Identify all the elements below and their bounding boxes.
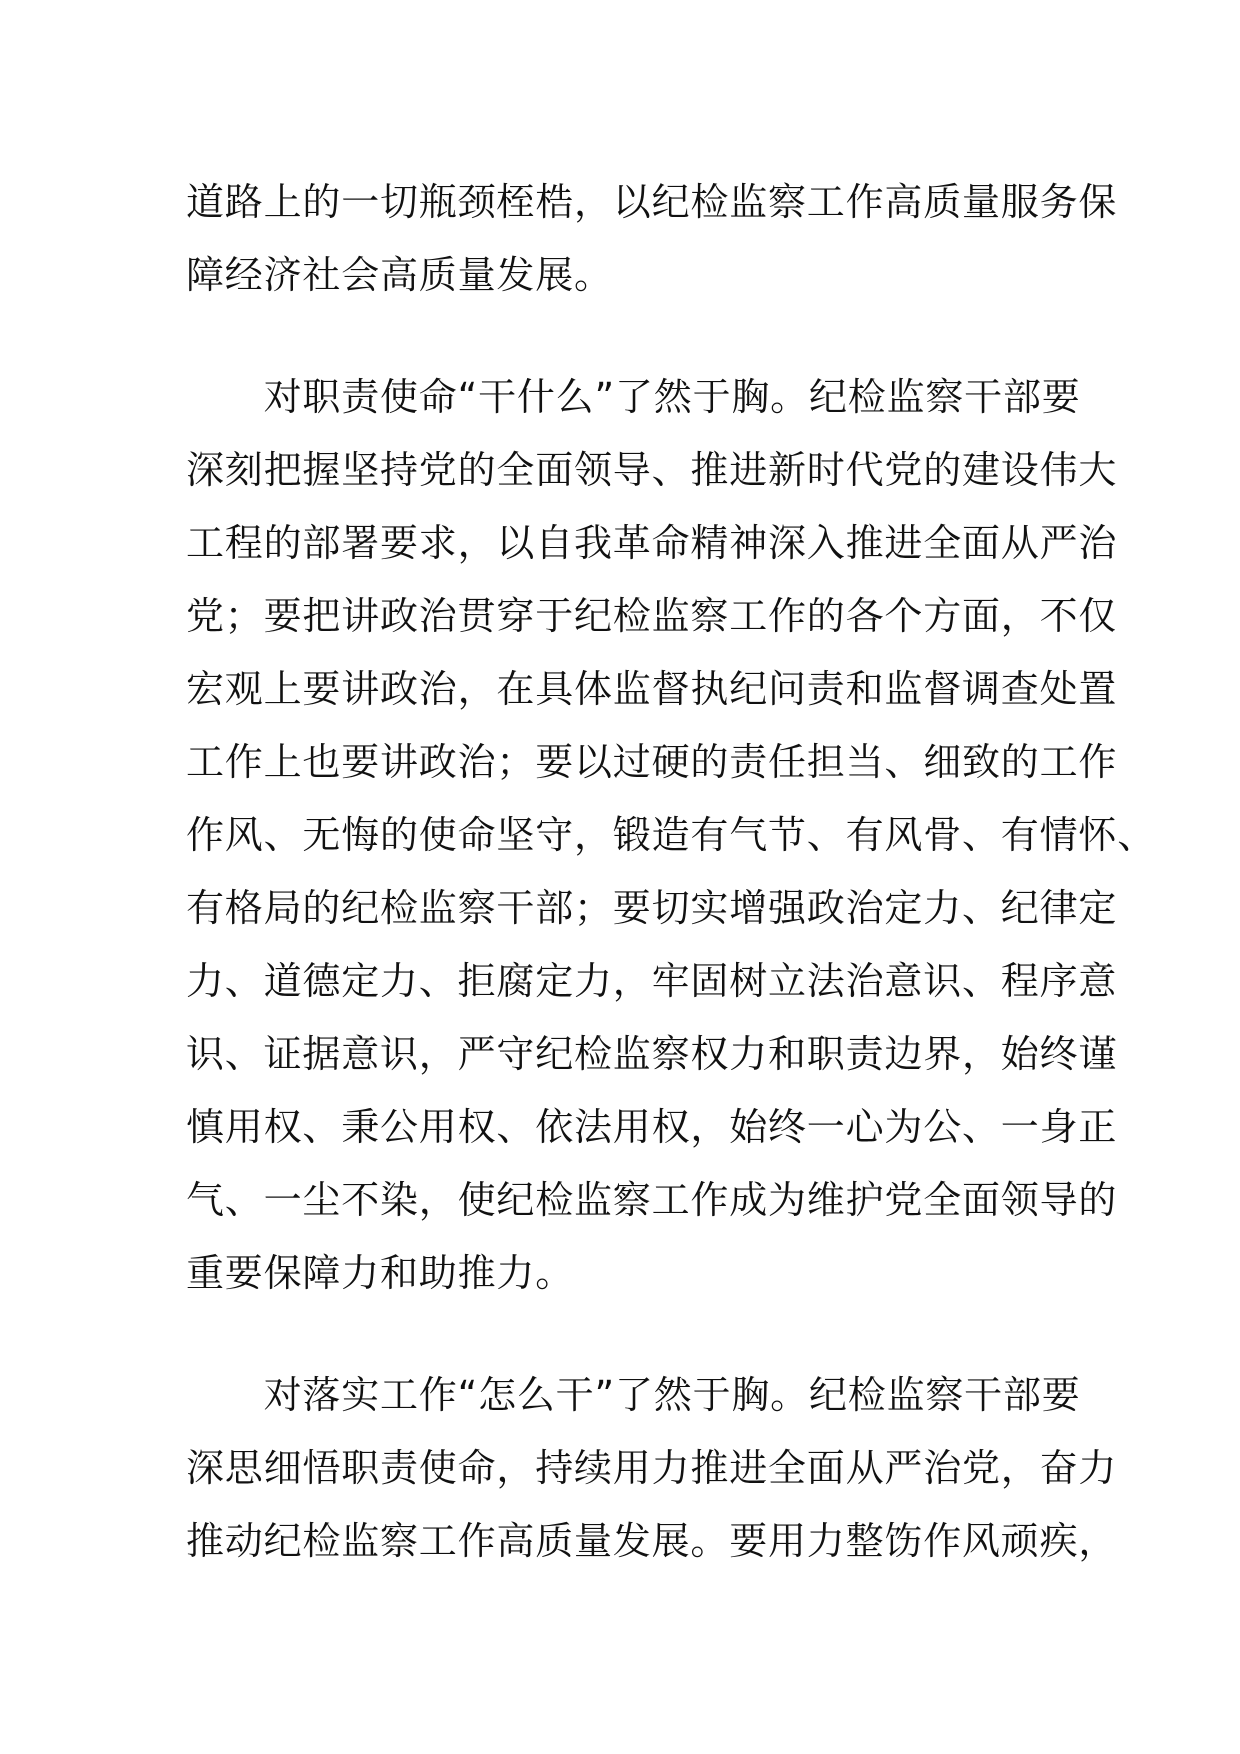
text-line: 识、证据意识，严守纪检监察权力和职责边界，始终谨 bbox=[186, 1032, 1118, 1076]
text-line: 气、一尘不染，使纪检监察工作成为维护党全面领导的 bbox=[186, 1178, 1118, 1222]
text-line: 党；要把讲政治贯穿于纪检监察工作的各个方面，不仅 bbox=[186, 594, 1118, 638]
paragraph-3 bbox=[186, 1359, 1118, 1578]
text-line: 对职责使命“干什么”了然于胸。纪检监察干部要 bbox=[186, 375, 1081, 419]
text-line: 工程的部署要求，以自我革命精神深入推进全面从严治 bbox=[186, 521, 1118, 565]
text-line: 宏观上要讲政治，在具体监督执纪问责和监督调查处置 bbox=[186, 667, 1118, 711]
paragraph-gap bbox=[186, 312, 1066, 361]
text-line: 力、道德定力、拒腐定力，牢固树立法治意识、程序意 bbox=[186, 959, 1118, 1003]
text-line: 深思细悟职责使命，持续用力推进全面从严治党，奋力 bbox=[186, 1446, 1118, 1490]
text-line: 有格局的纪检监察干部；要切实增强政治定力、纪律定 bbox=[186, 886, 1118, 930]
text-line: 作风、无悔的使命坚守，锻造有气节、有风骨、有情怀、 bbox=[186, 813, 1157, 857]
text-line: 慎用权、秉公用权、依法用权，始终一心为公、一身正 bbox=[186, 1105, 1118, 1149]
text-line: 道路上的一切瓶颈桎梏，以纪检监察工作高质量服务保 bbox=[186, 180, 1118, 224]
paragraph-gap bbox=[186, 1310, 1066, 1359]
paragraph-1 bbox=[186, 166, 1118, 312]
text-line: 推动纪检监察工作高质量发展。要用力整饬作风顽疾， bbox=[186, 1519, 1118, 1563]
text-line: 障经济社会高质量发展。 bbox=[186, 253, 613, 297]
paragraph-2 bbox=[186, 361, 1157, 1310]
text-line: 工作上也要讲政治；要以过硬的责任担当、细致的工作 bbox=[186, 740, 1118, 784]
text-line: 重要保障力和助推力。 bbox=[186, 1251, 575, 1295]
text-line: 对落实工作“怎么干”了然于胸。纪检监察干部要 bbox=[186, 1373, 1081, 1417]
text-line: 深刻把握坚持党的全面领导、推进新时代党的建设伟大 bbox=[186, 448, 1118, 492]
body-text bbox=[186, 166, 1157, 1578]
